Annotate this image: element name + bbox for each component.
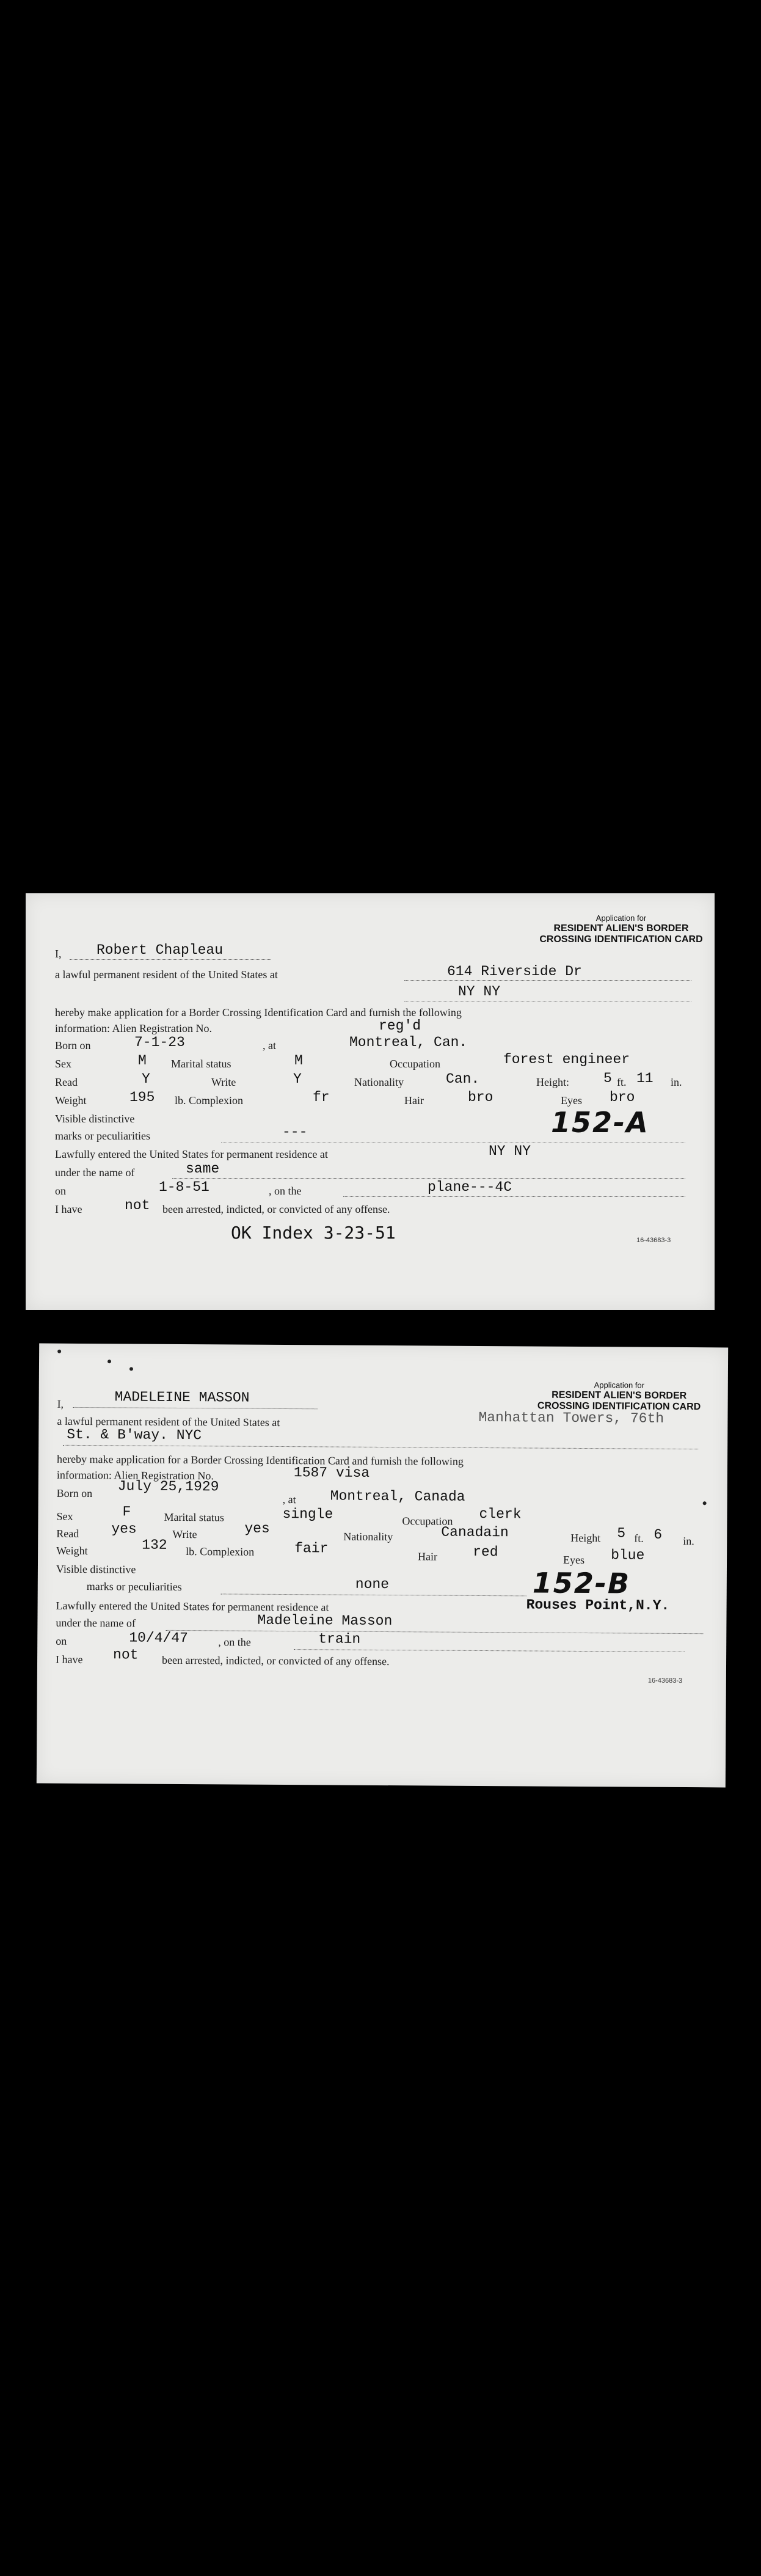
eyes: blue: [611, 1547, 645, 1564]
label-occupation: Occupation: [390, 1058, 440, 1070]
address-line-2: NY NY: [458, 984, 501, 1000]
born-at: Montreal, Can.: [349, 1034, 468, 1050]
rule: [343, 1196, 685, 1197]
conveyance: plane---4C: [428, 1179, 512, 1195]
index-note: OK Index 3-23-51: [231, 1223, 396, 1243]
occupation: forest engineer: [503, 1052, 630, 1067]
label-write: Write: [172, 1528, 197, 1541]
header-line-1: Application for: [594, 1380, 645, 1390]
header-line-3: CROSSING IDENTIFICATION CARD: [539, 934, 703, 945]
label-marks: marks or peculiarities: [55, 1130, 150, 1142]
weight: 195: [129, 1089, 155, 1105]
rule: [172, 1178, 685, 1179]
label-nationality: Nationality: [354, 1076, 404, 1088]
label-occupation: Occupation: [402, 1515, 453, 1528]
label-lb-complexion: lb. Complexion: [186, 1545, 255, 1558]
label-height: Height: [570, 1531, 601, 1545]
read: Y: [142, 1071, 150, 1087]
label-in: in.: [671, 1076, 682, 1088]
label-weight: Weight: [56, 1544, 88, 1557]
hair: red: [473, 1543, 498, 1561]
label-born-on: Born on: [55, 1039, 91, 1052]
under-name: same: [186, 1161, 220, 1177]
label-i-have: I have: [55, 1653, 83, 1666]
alien-registration-no: reg'd: [379, 1018, 421, 1034]
entered-at: NY NY: [489, 1143, 531, 1159]
label-height: Height:: [536, 1076, 569, 1088]
label-on: on: [56, 1634, 67, 1647]
rule: [221, 1594, 526, 1596]
label-sex: Sex: [56, 1510, 73, 1523]
height-ft: 5: [603, 1070, 612, 1086]
have: not: [125, 1198, 150, 1213]
header-line-2: RESIDENT ALIEN'S BORDER: [552, 1389, 687, 1401]
address-line-2: St. & B'way. NYC: [67, 1426, 202, 1444]
label-ft: ft.: [634, 1532, 644, 1545]
header-line-1: Application for: [595, 913, 647, 923]
label-on: on: [55, 1185, 66, 1197]
rule: [70, 959, 271, 960]
write: yes: [244, 1520, 270, 1537]
height-in: 11: [636, 1070, 654, 1086]
occupation: clerk: [479, 1506, 522, 1523]
label-info: information: Alien Registration No.: [56, 1468, 214, 1482]
entry-date: 10/4/47: [129, 1630, 188, 1647]
label-write: Write: [211, 1076, 236, 1088]
label-marital: Marital status: [171, 1058, 231, 1070]
marital-status: M: [294, 1053, 303, 1069]
weight: 132: [142, 1537, 167, 1553]
rule: [63, 1445, 698, 1449]
form-number: 16-43683-3: [647, 1677, 683, 1685]
label-eyes: Eyes: [563, 1553, 585, 1567]
conveyance: train: [318, 1631, 361, 1647]
label-in: in.: [683, 1535, 694, 1548]
label-under: under the name of: [55, 1166, 135, 1179]
label-on-the: , on the: [269, 1185, 302, 1197]
marks: none: [355, 1576, 390, 1593]
sex: F: [122, 1504, 131, 1520]
header-line-2: RESIDENT ALIEN'S BORDER: [553, 923, 689, 934]
nationality: Can.: [446, 1071, 480, 1087]
applicant-name: Robert Chapleau: [96, 942, 224, 958]
hair: bro: [468, 1089, 493, 1105]
born-on: 7-1-23: [134, 1034, 185, 1050]
born-at: Montreal, Canada: [330, 1488, 465, 1505]
punch-mark: [129, 1367, 133, 1370]
label-i: I,: [57, 1397, 64, 1410]
label-at: , at: [263, 1039, 276, 1052]
label-weight: Weight: [55, 1094, 87, 1107]
punch-mark: [57, 1350, 61, 1353]
punch-mark: [703, 1501, 707, 1505]
label-hereby: hereby make application for a Border Crossing Identification Card and furnish the following: [56, 1452, 464, 1468]
header-line-3: CROSSING IDENTIFICATION CARD: [537, 1400, 701, 1413]
label-hereby: hereby make application for a Border Crossing Identification Card and furnish the following: [55, 1006, 462, 1019]
alien-border-card-robert-chapleau: [26, 893, 715, 1310]
form-number: 16-43683-3: [636, 1237, 671, 1244]
marital-status: single: [282, 1506, 333, 1523]
label-hair: Hair: [404, 1094, 424, 1107]
label-hair: Hair: [418, 1550, 438, 1563]
handwritten-card-number: 152-A: [551, 1106, 649, 1139]
label-marks: marks or peculiarities: [86, 1580, 182, 1593]
alien-border-card-madeleine-masson: [37, 1344, 728, 1788]
entry-date: 1-8-51: [159, 1179, 209, 1195]
label-eyes: Eyes: [561, 1094, 582, 1107]
read: yes: [111, 1521, 137, 1537]
label-visible: Visible distinctive: [55, 1113, 135, 1125]
label-resident: a lawful permanent resident of the United States at: [55, 968, 278, 981]
handwritten-card-number: 152-B: [532, 1566, 631, 1600]
label-born-on: Born on: [56, 1487, 93, 1500]
nationality: Canadain: [441, 1524, 509, 1541]
label-lawfully: Lawfully entered the United States for permanent residence at: [55, 1148, 328, 1160]
label-i: I,: [55, 948, 62, 960]
rule: [166, 1630, 703, 1634]
complexion: fr: [313, 1089, 330, 1105]
marks: ---: [282, 1124, 308, 1140]
born-on: July 25,1929: [117, 1478, 219, 1495]
label-arrested: been arrested, indicted, or convicted of any offense.: [161, 1653, 390, 1668]
label-read: Read: [56, 1527, 79, 1540]
label-arrested: been arrested, indicted, or convicted of any offense.: [162, 1203, 390, 1215]
label-at: , at: [282, 1493, 296, 1506]
label-ft: ft.: [617, 1076, 627, 1088]
rule: [404, 980, 691, 981]
entered-at: Rouses Point,N.Y.: [526, 1597, 670, 1614]
address-line-1: Manhattan Towers, 76th: [478, 1409, 665, 1427]
alien-registration-no: 1587 visa: [293, 1465, 370, 1481]
label-info: information: Alien Registration No.: [55, 1022, 212, 1034]
rule: [73, 1407, 318, 1409]
address-line-1: 614 Riverside Dr: [447, 964, 582, 979]
height-ft: 5: [617, 1525, 626, 1542]
rule: [294, 1649, 685, 1652]
label-lb-complexion: lb. Complexion: [175, 1094, 243, 1107]
card-header: [515, 1380, 723, 1413]
punch-mark: [107, 1359, 111, 1363]
label-lawfully: Lawfully entered the United States for permanent residence at: [56, 1599, 329, 1614]
under-name: Madeleine Masson: [257, 1612, 393, 1630]
label-i-have: I have: [55, 1203, 82, 1215]
have: not: [113, 1647, 139, 1663]
label-under: under the name of: [56, 1616, 136, 1630]
write: Y: [293, 1071, 302, 1087]
height-in: 6: [654, 1526, 663, 1543]
label-visible: Visible distinctive: [56, 1562, 136, 1576]
label-sex: Sex: [55, 1058, 71, 1070]
complexion: fair: [294, 1540, 329, 1557]
label-marital: Marital status: [164, 1510, 225, 1524]
label-on-the: , on the: [218, 1636, 251, 1648]
sex: M: [138, 1053, 147, 1069]
applicant-name: MADELEINE MASSON: [114, 1389, 250, 1406]
label-nationality: Nationality: [343, 1530, 393, 1543]
card-header: [533, 914, 710, 946]
label-resident: a lawful permanent resident of the United States at: [57, 1414, 280, 1429]
eyes: bro: [610, 1089, 635, 1105]
label-read: Read: [55, 1076, 78, 1088]
